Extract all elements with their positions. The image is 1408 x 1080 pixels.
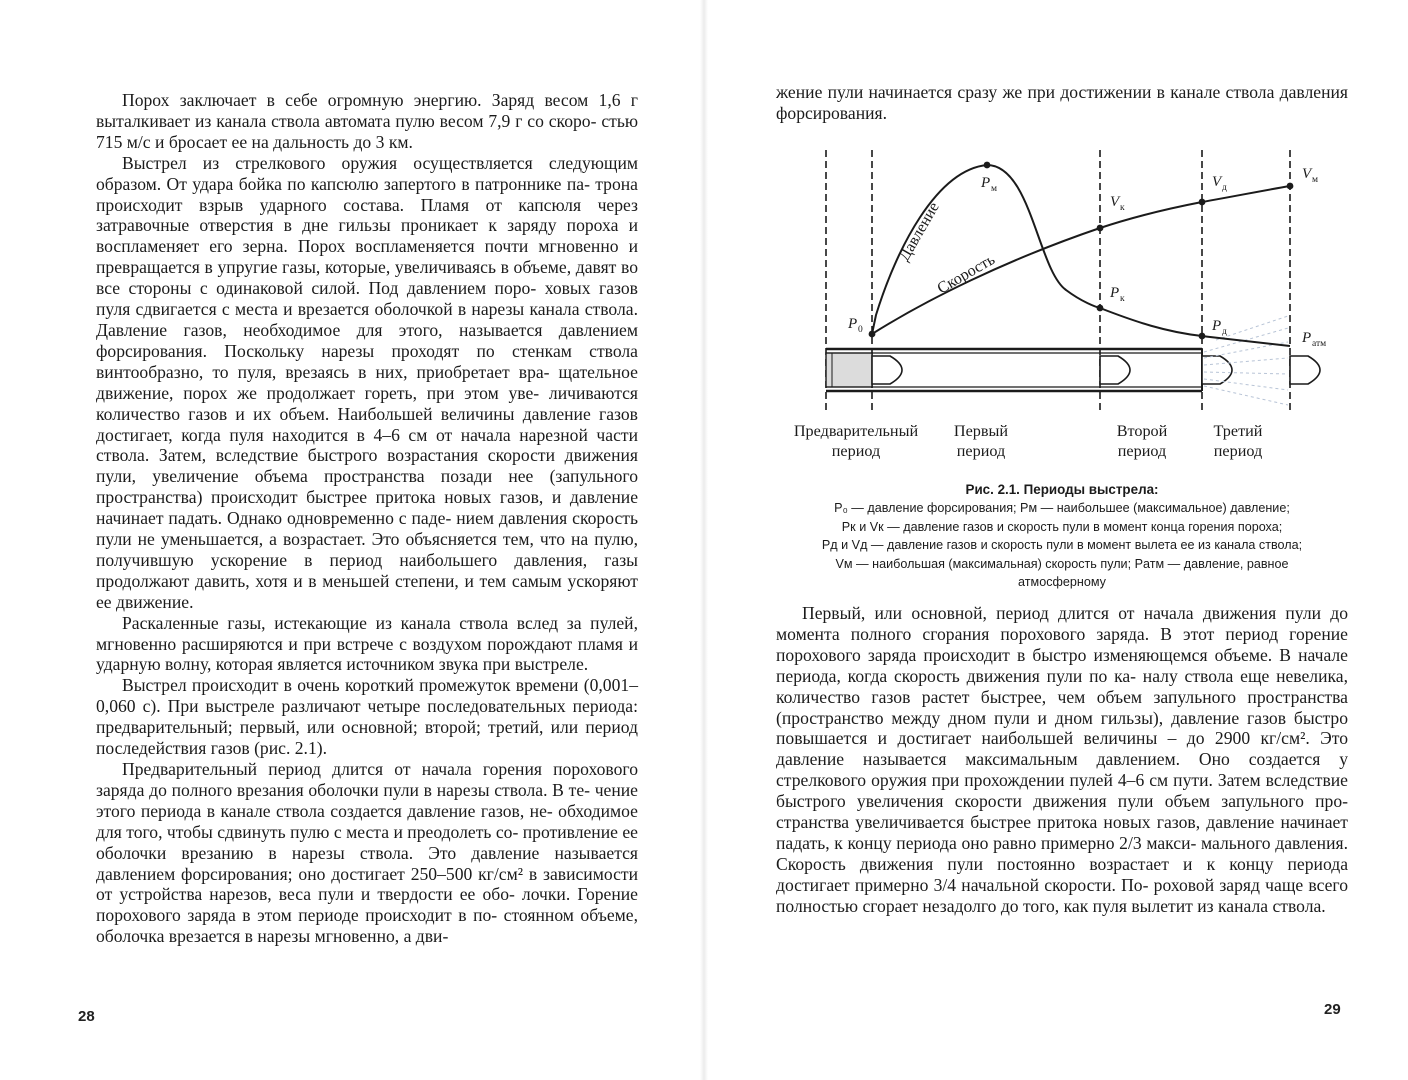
point-vm <box>1287 183 1294 190</box>
caption-line: Vм — наибольшая (максимальная) скорость пули; Pатм — давление, равное <box>835 556 1289 571</box>
label-pd-sub: д <box>1222 327 1227 337</box>
page-number-left: 28 <box>78 1008 95 1025</box>
right-page <box>704 0 1408 1080</box>
label-pk-sub: к <box>1120 294 1125 304</box>
label-vm-sub: м <box>1312 175 1319 185</box>
label-pm: P <box>981 175 991 191</box>
page-number-right: 29 <box>1324 1001 1341 1018</box>
bullet-in-case <box>872 356 902 384</box>
figure-caption <box>780 481 1344 591</box>
label-vk-sub: к <box>1120 203 1125 213</box>
shot-periods-diagram <box>776 140 1336 415</box>
caption-line: Pк и Vк — давление газов и скорость пули в момент конца горения пороха; <box>841 519 1283 534</box>
label-p0: P <box>848 316 858 332</box>
period-label-third: Третий период <box>1213 422 1263 460</box>
right-page-bottom-text <box>776 603 1348 917</box>
label-pk: P <box>1110 285 1120 301</box>
bullet-outside <box>1290 356 1320 384</box>
diagram-svg <box>776 140 1336 415</box>
caption-title: Рис. 2.1. Периоды выстрела: <box>965 482 1159 497</box>
point-vd <box>1199 199 1206 206</box>
period-label-preliminary: Предварительный период <box>793 422 919 460</box>
paragraph: Первый, или основной, период длится от начала движения пули до момента полного сгорания порохового заряда. В этот период горение порохового заряда происходит в быстро изменяющемся объеме. В начале периода, когда скорость движения пули по ка- налу ствола еще невелика, количество газов растет быстрее, чем объем запульного пространства (пространство между дном пули и дном гильзы), давление газов быстро повышается и достигает наибольшей величины – до 2900 кг/см². Это давление называется максимальным давлением. Оно создается у стрелкового оружия при прохождении пулей 4–6 см пути. Затем вследствие быстрого увеличения скорости движения пули объем запульного про- странства увеличивается быстрее притока новых газов, давление начинает падать, к концу периода оно равно примерно 2/3 макси- мального давления. Скорость движения пули постоянно возрастает и к концу периода достигает примерно 3/4 начальной скорости. По- роховой заряд чаще всего полностью сгорает незадолго до того, как пуля вылетит из канала ствола. <box>776 603 1348 916</box>
label-pm-sub: м <box>991 184 998 194</box>
right-page-top-text <box>776 82 1348 124</box>
paragraph: Порох заключает в себе огромную энергию. Заряд весом 1,6 г выталкивает из канала ствола автомата пулю весом 7,9 г со скоро- стью 715 м/с и бросает ее на дальность до 3 км. <box>96 90 638 152</box>
velocity-curve-label: Скорость <box>934 251 998 298</box>
point-pm <box>984 162 991 169</box>
caption-line: атмосферному <box>1018 575 1106 590</box>
label-pd: P <box>1212 318 1222 334</box>
cartridge-case <box>826 353 872 387</box>
label-vm: V <box>1302 166 1312 182</box>
period-label-first: Первый период <box>953 422 1009 460</box>
label-p0-sub: 0 <box>858 325 863 335</box>
label-vd-sub: д <box>1222 183 1227 193</box>
label-patm: P <box>1302 330 1312 346</box>
bullet-in-barrel <box>1100 356 1130 384</box>
pressure-curve <box>872 165 1290 346</box>
label-patm-sub: атм <box>1312 339 1327 349</box>
caption-line: Pд и Vд — давление газов и скорость пули в момент вылета ее из канала ствола; <box>821 538 1303 553</box>
pressure-curve-label: Давление <box>895 199 943 264</box>
point-pk <box>1097 305 1104 312</box>
period-label-second: Второй период <box>1116 422 1168 460</box>
paragraph: Предварительный период длится от начала горения порохового заряда до полного врезания оболочки пули в нарезы ствола. В те- чение этого периода в канале ствола создается давление газов, не- обходимое для того, чтобы сдвинуть пулю с места и преодолеть со- противление ее оболочки врезанию в нарезы ствола. Это давление называется давлением форсирования; оно достигает 250–500 кг/см² в зависимости от устройства нарезов, веса пули и твердости ее обо- лочки. Горение порохового заряда в этом периоде происходит в по- стоянном объеме, оболочка врезается в нарезы мгновенно, а дви- <box>96 759 638 947</box>
paragraph: Выстрел из стрелкового оружия осуществляется следующим образом. От удара бойка по капсюлю запертого в патроннике па- трона происходит взрыв ударного состава. Пламя от капсюля через затравочные отверстия в дне гильзы проникает к заряду пороха и воспламеняет его зерна. Порох воспламеняется почти мгновенно и превращается в упругие газы, которые, увеличиваясь в объеме, давят во все стороны с одинаковой силой. Под давлением поро- ховых газов пуля сдвигается с места и врезается оболочкой в нарезы канала ствола. Давление газов, необходимое для этого, называется давлением форсирования. Поскольку нарезы проходят по стенкам ствола винтообразно, то пуля, врезаясь в них, приобретает вра- щательное движение, порох же продолжает гореть, при этом уве- личиваются количество газов и их объем. Наибольшей величины давление газов достигает, когда пуля находится в 4–6 см от начала нарезной части ствола. Затем, вследствие быстрого возрастания скорости движения пули, увеличение объема пространства позади нее (запульного пространства) происходит быстрее притока новых газов, и давление начинает падать. Однако одновременно с паде- нием давления скорость пули не уменьшается, а возрастает. Это объясняется тем, что на пулю, получившую ускорение в период наибольшего давления, газы продолжают давить, хотя и в меньшей степени, и тем самым ускоряют ее движение. <box>96 152 638 612</box>
paragraph: Раскаленные газы, истекающие из канала ствола вслед за пулей, мгновенно расширяются и при встрече с воздухом порождают пламя и ударную волну, которая является источником звука при выстреле. <box>96 612 638 675</box>
left-page-text <box>96 90 638 947</box>
label-vd: V <box>1212 174 1222 190</box>
point-p0 <box>869 331 876 338</box>
paragraph: жение пули начинается сразу же при достижении в канале ствола давления форсирования. <box>776 82 1348 123</box>
point-pd <box>1199 333 1206 340</box>
label-vk: V <box>1110 194 1120 210</box>
bullets <box>872 356 1320 384</box>
caption-line: P₀ — давление форсирования; Pм — наибольшее (максимальное) давление; <box>834 501 1290 516</box>
paragraph: Выстрел происходит в очень короткий промежуток времени (0,001–0,060 с). При выстреле различают четыре последовательных периода: предварительный; первый, или основной; второй; третий, или период последействия газов (рис. 2.1). <box>96 675 638 759</box>
point-vk <box>1097 225 1104 232</box>
curve-points <box>869 162 1294 340</box>
